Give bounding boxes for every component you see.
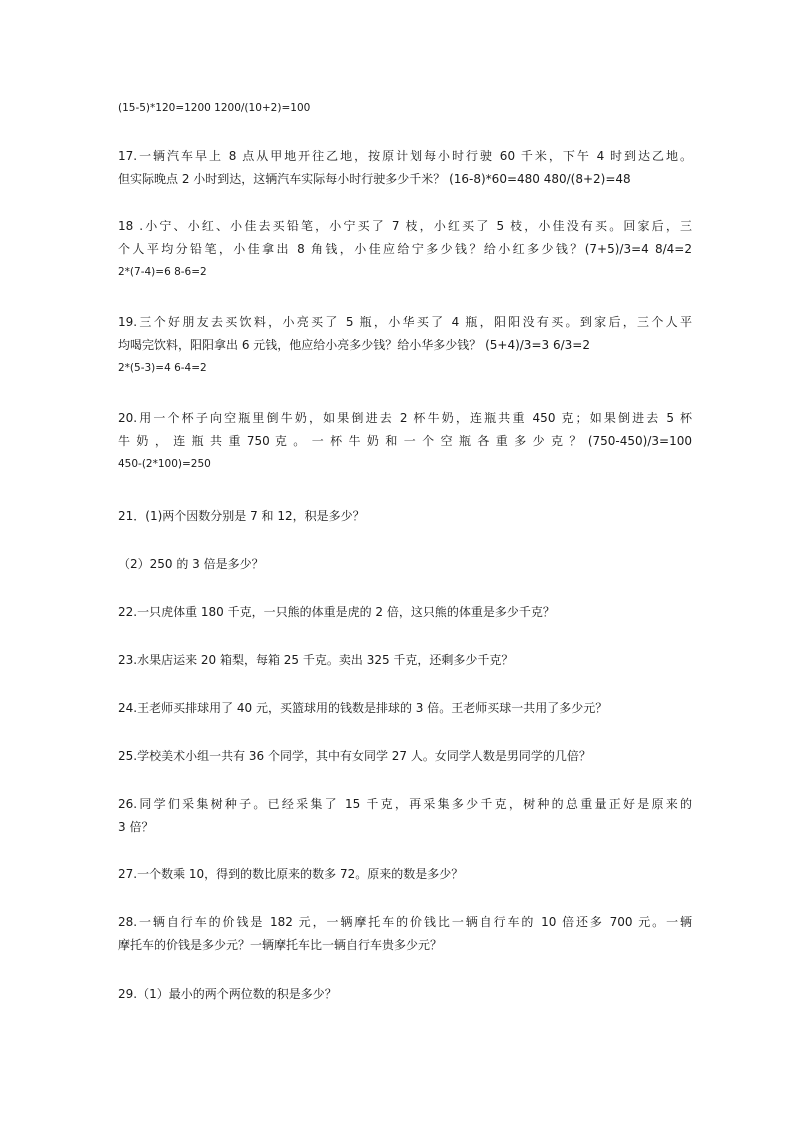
text-line: 19.三个好朋友去买饮料，小亮买了 5 瓶，小华买了 4 瓶，阳阳没有买。到家后，三个人平 — [118, 315, 692, 329]
paragraph-question-28 — [118, 911, 692, 957]
paragraph-question-21-1 — [118, 505, 692, 528]
text-line: 28.一辆自行车的价钱是 182 元，一辆摩托车的价钱比一辆自行车的 10 倍还多 700 元。一辆 — [118, 915, 692, 929]
paragraph-question-23 — [118, 649, 692, 672]
text-line: 27.一个数乘 10，得到的数比原来的数多 72。原来的数是多少？ — [118, 867, 464, 881]
text-line: （2）250 的 3 倍是多少？ — [118, 557, 264, 571]
text-line: 3 倍？ — [118, 820, 154, 834]
text-line: 牛 奶 ， 连 瓶 共 重 750 克 。 一 杯 牛 奶 和 一 个 空 瓶 各 重 多 少 克 ？ (750-450)/3=100 — [118, 434, 692, 448]
text-line: 但实际晚点 2 小时到达，这辆汽车实际每小时行驶多少千米？ (16-8)*60=480 480/(8+2)=48 — [118, 172, 631, 186]
text-line: 摩托车的价钱是多少元？一辆摩托车比一辆自行车贵多少元？ — [118, 938, 443, 952]
paragraph-question-27 — [118, 863, 692, 886]
paragraph-question-18 — [118, 215, 692, 284]
text-line: 450-(2*100)=250 — [118, 458, 211, 470]
text-line: 26.同学们采集树种子。已经采集了 15 千克，再采集多少千克，树种的总重量正好是原来的 — [118, 797, 692, 811]
paragraph-question-26 — [118, 793, 692, 839]
text-line: 均喝完饮料，阳阳拿出 6 元钱，他应给小亮多少钱？给小华多少钱？ (5+4)/3=3 6/3=2 — [118, 338, 590, 352]
text-line: 2*(7-4)=6 8-6=2 — [118, 266, 207, 278]
paragraph-question-19 — [118, 311, 692, 380]
paragraph-question-22 — [118, 601, 692, 624]
paragraph-question-17 — [118, 145, 692, 191]
paragraph-question-24 — [118, 697, 692, 720]
text-line: (15-5)*120=1200 1200/(10+2)=100 — [118, 102, 311, 114]
paragraph-question-21-2 — [118, 553, 692, 576]
text-line: 2*(5-3)=4 6-4=2 — [118, 362, 207, 374]
paragraph-question-20 — [118, 407, 692, 476]
text-line: 个人平均分铅笔，小佳拿出 8 角钱，小佳应给宁多少钱？给小红多少钱？(7+5)/3=4 8/4=2 — [118, 242, 692, 256]
text-line: 18 .小宁、小红、小佳去买铅笔，小宁买了 7 枝，小红买了 5 枝，小佳没有买。回家后，三 — [118, 219, 692, 233]
paragraph-answer-16 — [118, 97, 692, 120]
text-line: 23.水果店运来 20 箱梨，每箱 25 千克。卖出 325 千克，还剩多少千克？ — [118, 653, 514, 667]
text-line: 17.一辆汽车早上 8 点从甲地开往乙地，按原计划每小时行驶 60 千米，下午 4 时到达乙地。 — [118, 149, 692, 163]
text-line: 20.用一个杯子向空瓶里倒牛奶，如果倒进去 2 杯牛奶，连瓶共重 450 克；如果倒进去 5 杯 — [118, 411, 692, 425]
paragraph-question-25 — [118, 745, 692, 768]
paragraph-question-29 — [118, 983, 692, 1006]
text-line: 25.学校美术小组一共有 36 个同学，其中有女同学 27 人。女同学人数是男同学的几倍？ — [118, 749, 591, 763]
text-line: 24.王老师买排球用了 40 元，买篮球用的钱数是排球的 3 倍。王老师买球一共用了多少元？ — [118, 701, 608, 715]
text-line: 29.（1）最小的两个两位数的积是多少？ — [118, 987, 337, 1001]
text-line: 22.一只虎体重 180 千克，一只熊的体重是虎的 2 倍，这只熊的体重是多少千克？ — [118, 605, 555, 619]
text-line: 21．(1)两个因数分别是 7 和 12，积是多少？ — [118, 509, 365, 523]
